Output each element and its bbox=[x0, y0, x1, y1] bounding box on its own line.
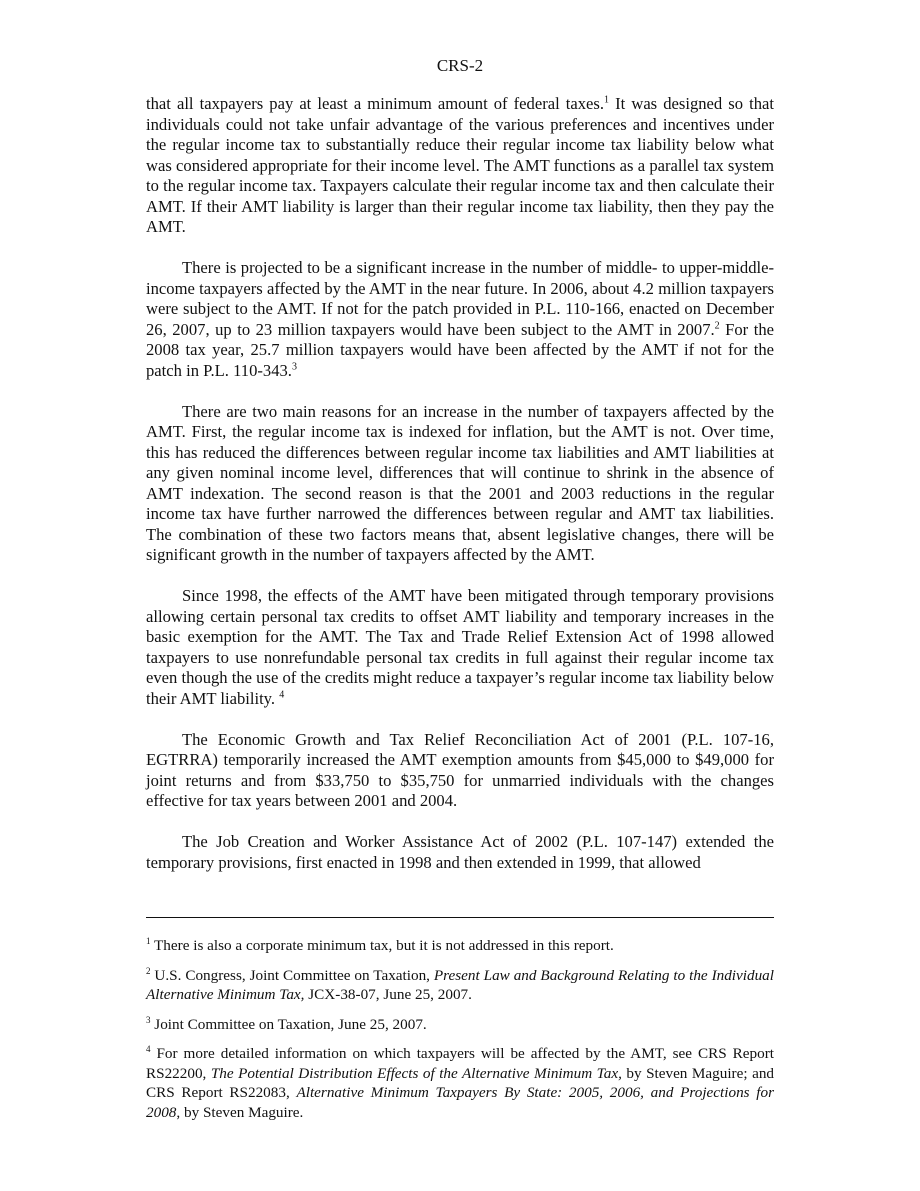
paragraph-2-text-a: There is projected to be a significant increase in the number of middle- to upper-middle-income taxpayers affected by the AMT in the near future. In 2006, about 4.2 million taxpayers were subject to the AMT. If not for the patch provided in P.L. 110-166, enacted on December 26, 2007, up to 23 million taxpayers would have been subject to the AMT in 2007. bbox=[146, 258, 774, 339]
footnote-4-title-1: The Potential Distribution Effects of the Alternative Minimum Tax, bbox=[210, 1064, 622, 1082]
footnote-3 bbox=[146, 1015, 774, 1035]
footnote-2-number: 2 bbox=[146, 965, 151, 976]
paragraph-3: There are two main reasons for an increase in the number of taxpayers affected by the AMT. First, the regular income tax is indexed for inflation, but the AMT is not. Over time, this has reduced the differences between regular income tax liabilities and AMT liabilities at any given nominal income level, differences that will continue to shrink in the absence of AMT indexation. The second reason is that the 2001 and 2003 reductions in the regular income tax have further narrowed the differences between regular and AMT tax liabilities. The combination of these two factors means that, absent legislative changes, there will be significant growth in the number of taxpayers affected by the AMT. bbox=[146, 401, 774, 564]
footnote-2-text-b: JCX-38-07, June 25, 2007. bbox=[304, 986, 472, 1003]
footnote-2-text-a: U.S. Congress, Joint Committee on Taxation, bbox=[150, 966, 434, 984]
footnote-ref-4: 4 bbox=[279, 688, 285, 700]
paragraph-1-text-b: It was designed so that individuals could not take unfair advantage of the various preferences and incentives under the regular income tax to substantially reduce their regular income tax liability below what was considered appropriate for their income level. The AMT functions as a parallel tax system to the regular income tax. Taxpayers calculate their regular income tax and then calculate their AMT. If their AMT liability is larger than their regular income tax liability, then they pay the AMT. bbox=[146, 94, 774, 236]
paragraph-6: The Job Creation and Worker Assistance Act of 2002 (P.L. 107-147) extended the temporary provisions, first enacted in 1998 and then extended in 1999, that allowed bbox=[146, 832, 774, 872]
paragraph-2-text-b: For the 2008 tax year, 25.7 million taxpayers would have been affected by the AMT if not for the patch in P.L. 110-343. bbox=[146, 319, 774, 380]
footnote-4-title-2: Alternative Minimum Taxpayers By State: 2005, 2006, and Projections for 2008 bbox=[146, 1084, 774, 1121]
paragraph-1-text-a: that all taxpayers pay at least a minimum amount of federal taxes. bbox=[146, 94, 605, 113]
footnote-1-number: 1 bbox=[146, 935, 151, 946]
paragraph-4 bbox=[146, 586, 774, 709]
footnote-2-title: Present Law and Background Relating to the Individual Alternative Minimum Tax, bbox=[146, 966, 774, 1003]
footnote-4-text-a: For more detailed information on which taxpayers will be affected by the AMT, see CRS Report RS22200, bbox=[146, 1045, 774, 1082]
footnote-ref-2: 2 bbox=[714, 319, 720, 331]
footnote-3-text: Joint Committee on Taxation, June 25, 2007. bbox=[150, 1015, 427, 1033]
page-number-header: CRS-2 bbox=[436, 56, 484, 75]
body-text bbox=[146, 94, 774, 894]
footnote-4 bbox=[146, 1044, 774, 1122]
paragraph-2 bbox=[146, 258, 774, 381]
paragraph-5: The Economic Growth and Tax Relief Reconciliation Act of 2001 (P.L. 107-16, EGTRRA) temporarily increased the AMT exemption amounts from $45,000 to $49,000 for joint returns and from $33,750 to $35,750 for unmarried individuals with the changes effective for tax years between 2001 and 2004. bbox=[146, 729, 774, 810]
footnote-2 bbox=[146, 966, 774, 1005]
footnote-ref-1: 1 bbox=[604, 94, 610, 106]
footnote-1 bbox=[146, 936, 774, 956]
footnote-divider bbox=[146, 917, 774, 918]
footnote-4-text-b: by Steven Maguire; and CRS Report RS22083, bbox=[146, 1064, 775, 1101]
paragraph-4-text: Since 1998, the effects of the AMT have been mitigated through temporary provisions allowing certain personal tax credits to offset AMT liability and temporary increases in the basic exemption for the AMT. The Tax and Trade Relief Extension Act of 1998 allowed taxpayers to use nonrefundable personal tax credits in full against their regular income tax even though the use of the credits might reduce a taxpayer’s regular income tax liability below their AMT liability. bbox=[146, 586, 774, 708]
paragraph-1 bbox=[146, 94, 774, 238]
footnote-ref-3: 3 bbox=[291, 360, 297, 372]
footnote-3-number: 3 bbox=[146, 1014, 151, 1025]
footnote-4-text-c: , by Steven Maguire. bbox=[176, 1103, 304, 1121]
footnotes bbox=[146, 936, 774, 1132]
footnote-4-number: 4 bbox=[146, 1043, 151, 1054]
footnote-1-text: There is also a corporate minimum tax, but it is not addressed in this report. bbox=[150, 937, 614, 954]
